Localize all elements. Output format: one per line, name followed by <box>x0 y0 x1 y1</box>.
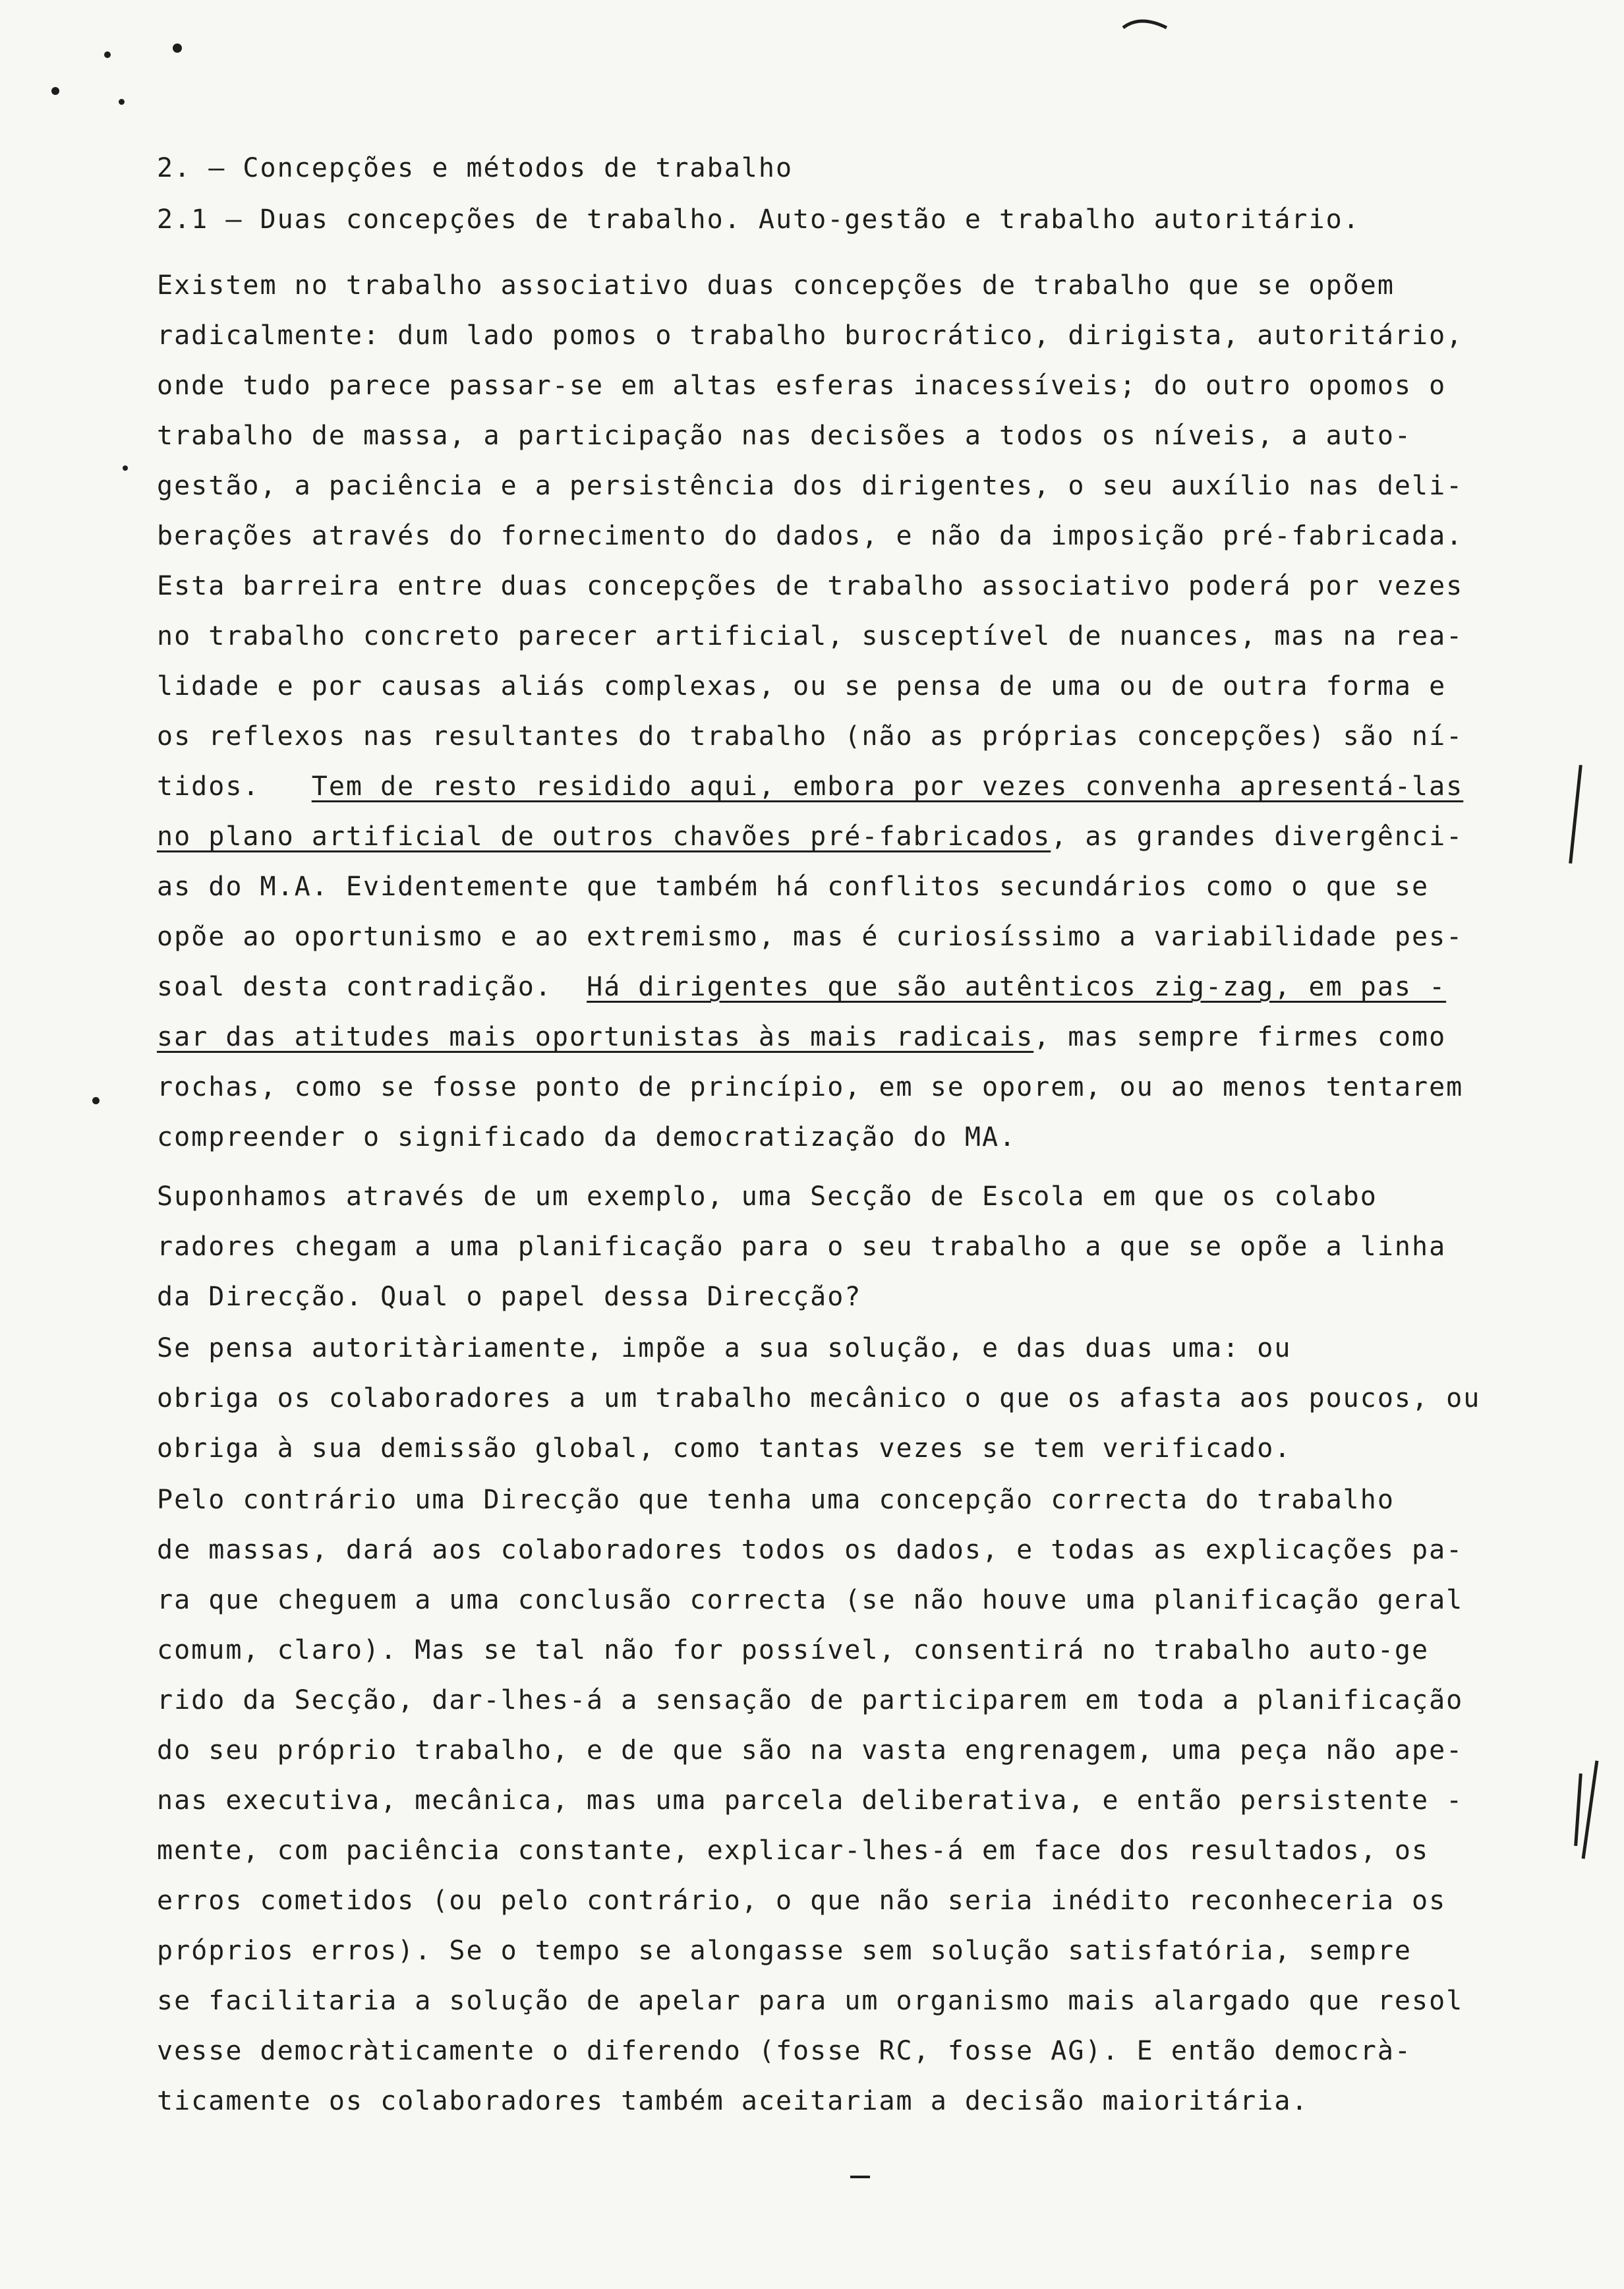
text-line: rido da Secção, dar-lhes-á a sensação de participarem em toda a planificação <box>157 1685 1464 1715</box>
margin-bracket <box>1582 1760 1599 1858</box>
margin-bracket <box>1569 765 1582 864</box>
text-line <box>157 471 1463 501</box>
text-line: Existem no trabalho associativo duas concepções de trabalho que se opõem <box>157 270 1395 301</box>
text-line: vesse democràticamente o diferendo (fosse RC, fosse AG). E então democrà- <box>157 2036 1412 2066</box>
text-line: radicalmente: dum lado pomos o trabalho burocrático, dirigista, autoritário, <box>157 320 1464 351</box>
page-footer-mark <box>850 2176 870 2178</box>
text-span: , as grandes divergênci- <box>1051 821 1464 852</box>
text-line: os reflexos nas resultantes do trabalho (não as próprias concepções) são ní- <box>157 721 1464 752</box>
ink-dot <box>51 87 59 95</box>
text-line: de massas, dará aos colaboradores todos os dados, e todas as explicações pa- <box>157 1535 1464 1565</box>
text-line <box>157 821 1463 852</box>
text-line: do seu próprio trabalho, e de que são na vasta engrenagem, uma peça não ape- <box>157 1735 1464 1766</box>
text-line: Pelo contrário uma Direcção que tenha uma concepção correcta do trabalho <box>157 1485 1395 1515</box>
text-line: Esta barreira entre duas concepções de trabalho associativo poderá por vezes <box>157 571 1464 601</box>
text-span: gestão, a paciência e a persistência dos dirigentes, o seu auxílio nas deli- <box>157 471 1464 501</box>
text-line: da Direcção. Qual o papel dessa Direcção? <box>157 1282 862 1312</box>
underlined-passage: sar das atitudes mais oportunistas às mais radicais <box>157 1022 1034 1052</box>
text-line: erros cometidos (ou pelo contrário, o que não seria inédito reconheceria os <box>157 1886 1447 1916</box>
ink-dot <box>173 44 182 53</box>
ink-dot <box>119 99 125 105</box>
text-line: berações através do fornecimento do dados, e não da imposição pré-fabricada. <box>157 521 1464 551</box>
text-line <box>157 771 1463 802</box>
text-line: comum, claro). Mas se tal não for possível, consentirá no trabalho auto-ge <box>157 1635 1430 1665</box>
text-line: obriga os colaboradores a um trabalho mecânico o que os afasta aos poucos, ou <box>157 1383 1481 1413</box>
ink-dot <box>104 51 111 58</box>
text-line: trabalho de massa, a participação nas decisões a todos os níveis, a auto- <box>157 421 1412 451</box>
text-line: rochas, como se fosse ponto de princípio, em se oporem, ou ao menos tentarem <box>157 1072 1464 1102</box>
text-line: ticamente os colaboradores também aceitariam a decisão maioritária. <box>157 2086 1309 2116</box>
underlined-passage: Tem de resto residido aqui, embora por vezes convenha apresentá-las <box>311 771 1464 802</box>
text-line: as do M.A. Evidentemente que também há conflitos secundários como o que se <box>157 872 1430 902</box>
text-span: tidos. <box>157 771 260 802</box>
text-line: ra que cheguem a uma conclusão correcta (se não houve uma planificação geral <box>157 1585 1464 1615</box>
text-line: Se pensa autoritàriamente, impõe a sua solução, e das duas uma: ou <box>157 1333 1292 1363</box>
underlined-passage: no plano artificial de outros chavões pré-fabricados <box>157 821 1051 852</box>
ink-stroke <box>1120 13 1173 33</box>
text-line: opõe ao oportunismo e ao extremismo, mas é curiosíssimo a variabilidade pes- <box>157 922 1464 952</box>
text-line: radores chegam a uma planificação para o seu trabalho a que se opõe a linha <box>157 1232 1447 1262</box>
text-line: compreender o significado da democratização do MA. <box>157 1122 1017 1152</box>
text-span: , mas sempre firmes como <box>1033 1022 1447 1052</box>
text-line: onde tudo parece passar-se em altas esferas inacessíveis; do outro opomos o <box>157 371 1447 401</box>
margin-bracket <box>1574 1773 1582 1846</box>
text-line: obriga à sua demissão global, como tantas vezes se tem verificado. <box>157 1433 1292 1464</box>
text-line: lidade e por causas aliás complexas, ou se pensa de uma ou de outra forma e <box>157 671 1447 701</box>
text-line: próprios erros). Se o tempo se alongasse sem solução satisfatória, sempre <box>157 1936 1412 1966</box>
text-line: mente, com paciência constante, explicar-lhes-á em face dos resultados, os <box>157 1835 1430 1866</box>
text-line: no trabalho concreto parecer artificial, susceptível de nuances, mas na rea- <box>157 621 1464 651</box>
text-span: soal desta contradição. <box>157 972 552 1002</box>
text-line: nas executiva, mecânica, mas uma parcela deliberativa, e então persistente - <box>157 1785 1464 1816</box>
text-line: Suponhamos através de um exemplo, uma Secção de Escola em que os colabo <box>157 1181 1378 1212</box>
ink-dot <box>92 1097 100 1104</box>
text-line <box>157 972 1446 1002</box>
text-line <box>157 1022 1446 1052</box>
text-line: se facilitaria a solução de apelar para um organismo mais alargado que resol <box>157 1986 1464 2016</box>
section-heading: 2. – Concepções e métodos de trabalho <box>157 153 794 183</box>
underlined-passage: Há dirigentes que são autênticos zig-zag, em pas - <box>587 972 1447 1002</box>
subsection-heading: 2.1 – Duas concepções de trabalho. Auto-gestão e trabalho autoritário. <box>157 204 1360 235</box>
ink-dot <box>123 465 128 471</box>
